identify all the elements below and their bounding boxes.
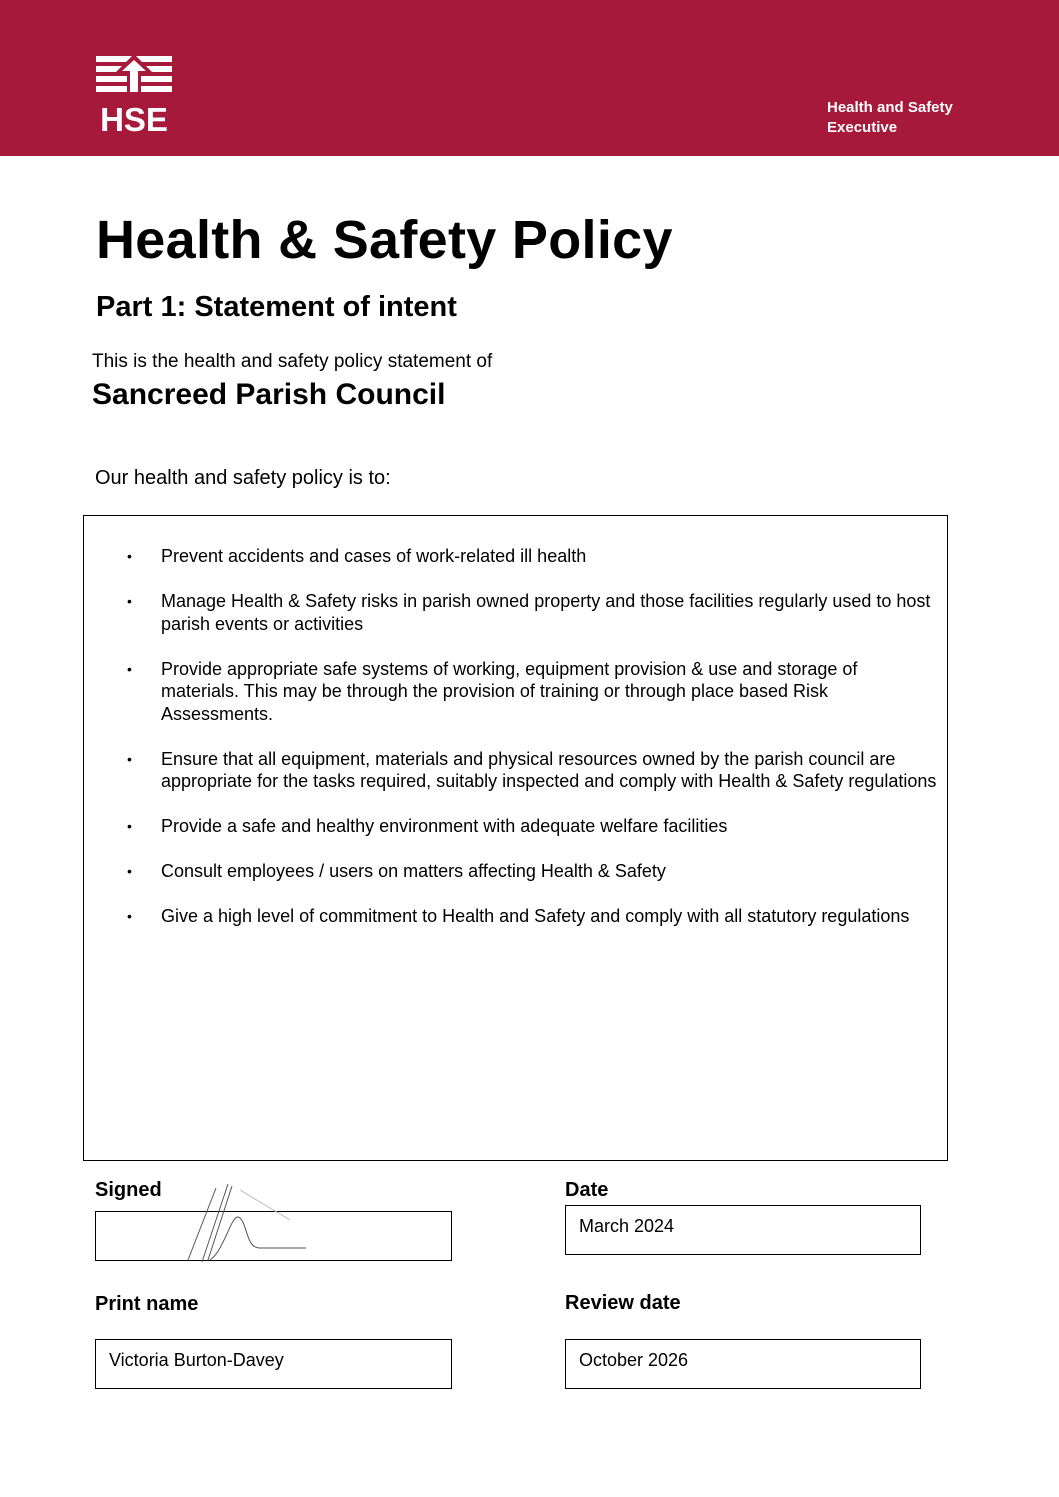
org-line-2: Executive bbox=[827, 119, 898, 136]
policy-item bbox=[84, 860, 947, 883]
hse-header-banner bbox=[0, 0, 1059, 156]
policy-item-text: Ensure that all equipment, materials and physical resources owned by the parish council are appropriate for the tasks required, suitably inspected and comply with Health & Safety regulations bbox=[161, 748, 937, 791]
policy-item bbox=[84, 815, 947, 838]
bullet-icon: • bbox=[127, 548, 132, 564]
council-name: Sancreed Parish Council bbox=[92, 378, 446, 411]
policy-item-text: Provide a safe and healthy environment with adequate welfare facilities bbox=[161, 816, 728, 836]
organisation-name bbox=[827, 98, 1027, 138]
policy-item-text: Provide appropriate safe systems of working, equipment provision & use and storage of materials. This may be through the provision of training or through place based Risk Assessments. bbox=[161, 658, 858, 724]
hse-logo bbox=[94, 54, 174, 134]
bullet-icon: • bbox=[127, 908, 132, 924]
signed-label: Signed bbox=[95, 1179, 162, 1201]
date-label: Date bbox=[565, 1179, 609, 1201]
policy-item-text: Manage Health & Safety risks in parish owned property and those facilities regularly used to host parish events or activities bbox=[161, 591, 931, 634]
review-date-field[interactable]: October 2026 bbox=[565, 1339, 921, 1389]
date-field[interactable]: March 2024 bbox=[565, 1205, 921, 1255]
bullet-icon: • bbox=[127, 593, 132, 609]
signature-image bbox=[180, 1180, 320, 1265]
policy-item-text: Consult employees / users on matters affecting Health & Safety bbox=[161, 861, 666, 881]
print-name-field[interactable]: Victoria Burton-Davey bbox=[95, 1339, 452, 1389]
hse-logo-text: HSE bbox=[100, 101, 168, 134]
policy-item-text: Prevent accidents and cases of work-related ill health bbox=[161, 546, 587, 566]
document-subtitle: Part 1: Statement of intent bbox=[96, 291, 457, 323]
policy-item bbox=[84, 748, 947, 793]
document-title: Health & Safety Policy bbox=[96, 210, 673, 270]
bullet-icon: • bbox=[127, 750, 132, 767]
policy-item-text: Give a high level of commitment to Health and Safety and comply with all statutory regulations bbox=[161, 906, 910, 926]
policy-item bbox=[84, 545, 947, 568]
bullet-icon: • bbox=[127, 863, 132, 879]
policy-box bbox=[83, 515, 948, 1161]
org-line-1: Health and Safety bbox=[827, 99, 953, 116]
statement-intro: This is the health and safety policy statement of bbox=[92, 351, 493, 372]
policy-item bbox=[84, 590, 947, 635]
bullet-icon: • bbox=[127, 818, 132, 834]
policy-lead-text: Our health and safety policy is to: bbox=[95, 467, 391, 489]
bullet-icon: • bbox=[127, 660, 132, 677]
print-name-label: Print name bbox=[95, 1293, 199, 1315]
review-date-label: Review date bbox=[565, 1292, 681, 1314]
policy-item bbox=[84, 658, 947, 726]
policy-item bbox=[84, 905, 947, 928]
policy-list bbox=[84, 545, 947, 950]
